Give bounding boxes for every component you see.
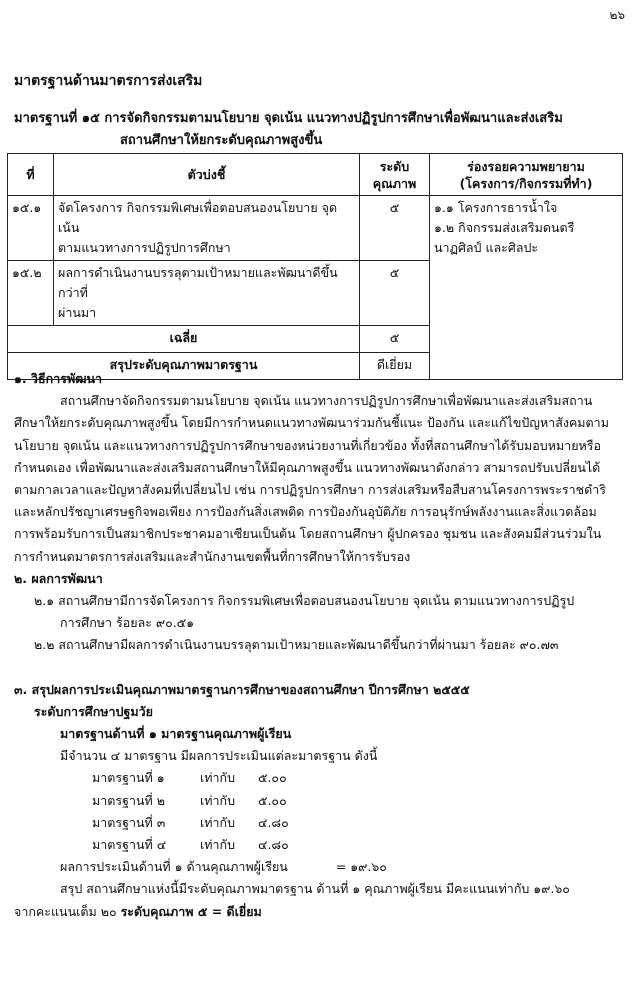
row-no: ๑๕.๑ — [8, 196, 54, 261]
page-number: ๒๖ — [609, 8, 625, 22]
standard-label: มาตรฐานที่ ๓ — [92, 814, 166, 830]
section1-heading: ๑. วิธีการพัฒนา — [14, 371, 103, 386]
table-header-row — [8, 154, 623, 196]
indicator-table — [7, 153, 623, 380]
evidence-cell — [430, 196, 623, 380]
conclusion-plain: จากคะแนนเต็ม ๒๐ — [14, 903, 117, 919]
standard-label: มาตรฐานที่ ๑ — [92, 770, 165, 786]
row-level: ๕ — [360, 196, 430, 261]
standard-title — [14, 108, 626, 152]
section1-line: การกำหนดมาตรการส่งเสริมและสำนักงานเขตพื้นที่การศึกษาให้การรับรอง — [14, 548, 411, 564]
section1-line: ศึกษาให้ยกระดับคุณภาพสูงขึ้น โดยมีการกำหนดแนวทางพัฒนาร่วมกันชี้แนะ ป้องกัน และแก้ไขปัญหาสังคมตาม — [14, 415, 609, 431]
area1-result — [14, 856, 626, 878]
section3-subheading: ระดับการศึกษาปฐมวัย — [34, 703, 153, 719]
section1-line: การพร้อมรับการเป็นสมาชิกประชาคมอาเซียนเป็นต้น โดยสถานศึกษา ผู้ปกครอง ชุมชน และสังคมมีส่วนร่วมใน — [14, 526, 602, 542]
average-value: ๕ — [360, 326, 430, 353]
section3-heading: ๓. สรุปผลการประเมินคุณภาพมาตรฐานการศึกษาของสถานศึกษา ปีการศึกษา ๒๕๕๕ — [14, 681, 470, 697]
average-label: เฉลี่ย — [8, 326, 360, 353]
area1-result-value: = ๑๙.๖๐ — [335, 859, 387, 875]
row-indicator-line2: ผ่านมา — [58, 305, 97, 320]
standard-score: ๕.๐๐ — [258, 770, 287, 786]
summary-value: ดีเยี่ยม — [360, 353, 430, 380]
area1-heading: มาตรฐานด้านที่ ๑ มาตรฐานคุณภาพผู้เรียน — [60, 726, 292, 742]
summary-label: สรุประดับคุณภาพมาตรฐาน — [8, 353, 360, 380]
section1-line: และหลักปรัชญาเศรษฐกิจพอเพียง การป้องกันสิ่งเสพติด การป้องกันอุบัติภัย การอนุรักษ์พลังงานและสิ่งแวดล้อม — [14, 504, 597, 520]
evidence-item-2-cont: นาฏศิลป์ และศิลปะ — [434, 240, 539, 255]
section1-line: ตามกาลเวลาและปัญหาสังคมที่เปลี่ยนไป เช่น การปฏิรูปการศึกษา การส่งเสริมหรือสืบสานโครงการพระราชดำริ — [14, 482, 606, 498]
equals-word: เท่ากับ — [200, 837, 236, 853]
equals-word: เท่ากับ — [200, 792, 236, 808]
section2-item1-cont: การศึกษา ร้อยละ ๙๐.๕๑ — [60, 615, 195, 631]
standard-score: ๔.๘๐ — [258, 814, 289, 830]
header-level-line1: ระดับ — [379, 158, 410, 174]
evidence-item-2: ๑.๒ กิจกรรมส่งเสริมดนตรี — [434, 220, 575, 235]
row-level: ๕ — [360, 261, 430, 326]
standard-score-row — [14, 812, 626, 834]
report-body — [14, 368, 626, 923]
section1-line: นโยบาย จุดเน้น และแนวทางการปฏิรูปการศึกษาของหน่วยงานที่เกี่ยวข้อง ทั้งที่สถานศึกษาได้รับมอบหมายหรือ — [14, 437, 601, 453]
equals-word: เท่ากับ — [200, 814, 236, 830]
row-indicator-line1: ผลการดำเนินงานบรรลุตามเป้าหมายและพัฒนาดีขึ้นกว่าที่ — [58, 265, 338, 300]
standard-score-row — [14, 834, 626, 856]
standard-score: ๔.๘๐ — [258, 837, 289, 853]
standard-score-row — [14, 790, 626, 812]
standard-label: มาตรฐานที่ ๒ — [92, 792, 166, 808]
row-indicator-line1: จัดโครงการ กิจกรรมพิเศษเพื่อตอบสนองนโยบาย จุดเน้น — [58, 200, 338, 235]
conclusion-line2 — [14, 901, 626, 923]
section1-line: กำหนดเอง เพื่อพัฒนาและส่งเสริมสถานศึกษาให้มีคุณภาพสูงขึ้น แนวทางพัฒนาดังกล่าว สามารถปรับเปลี่ยนได้ — [14, 459, 601, 475]
header-level — [360, 154, 430, 196]
section2-heading: ๒. ผลการพัฒนา — [14, 570, 103, 586]
section1-line: สถานศึกษาจัดกิจกรรมตามนโยบาย จุดเน้น แนวทางการปฏิรูปการศึกษาเพื่อพัฒนาและส่งเสริมสถาน — [60, 393, 593, 409]
standard-label: มาตรฐานที่ ๔ — [92, 837, 167, 853]
section-heading: มาตรฐานด้านมาตรการส่งเสริม — [14, 73, 203, 89]
standard-score-row — [14, 767, 626, 789]
section2-item2: ๒.๒ สถานศึกษามีผลการดำเนินงานบรรลุตามเป้าหมายและพัฒนาดีขึ้นกว่าที่ผ่านมา ร้อยละ ๙๐.๗๓ — [34, 637, 559, 653]
table-row — [8, 196, 623, 261]
header-level-line2: คุณภาพ — [372, 175, 417, 191]
header-evidence-line1: ร่องรอยความพยายาม — [467, 158, 585, 174]
area1-intro: มีจำนวน ๔ มาตรฐาน มีผลการประเมินแต่ละมาตรฐาน ดังนี้ — [60, 748, 378, 764]
header-evidence — [430, 154, 623, 196]
section2-item1: ๒.๑ สถานศึกษามีการจัดโครงการ กิจกรรมพิเศษเพื่อตอบสนองนโยบาย จุดเน้น ตามแนวทางการปฏิรูป — [34, 593, 575, 609]
row-no: ๑๕.๒ — [8, 261, 54, 326]
header-no: ที่ — [8, 154, 54, 196]
standard-title-line1: มาตรฐานที่ ๑๕ การจัดกิจกรรมตามนโยบาย จุดเน้น แนวทางปฏิรูปการศึกษาเพื่อพัฒนาและส่งเสริม — [14, 111, 563, 126]
conclusion-level: ระดับคุณภาพ ๕ = ดีเยี่ยม — [120, 903, 262, 919]
evidence-item-1: ๑.๑ โครงการธารน้ำใจ — [434, 200, 558, 215]
area1-result-label: ผลการประเมินด้านที่ ๑ ด้านคุณภาพผู้เรียน — [60, 859, 288, 875]
header-evidence-line2: (โครงการ/กิจกรรมที่ทำ) — [459, 175, 593, 191]
conclusion-line1: สรุป สถานศึกษาแห่งนี้มีระดับคุณภาพมาตรฐาน ด้านที่ ๑ คุณภาพผู้เรียน มีคะแนนเท่ากับ ๑๙.๖๐ — [60, 881, 570, 897]
standard-title-line2: สถานศึกษาให้ยกระดับคุณภาพสูงขึ้น — [120, 133, 323, 148]
equals-word: เท่ากับ — [200, 770, 236, 786]
row-indicator — [54, 196, 360, 261]
header-indicator: ตัวบ่งชี้ — [54, 154, 360, 196]
standard-score: ๕.๐๐ — [258, 792, 287, 808]
row-indicator-line2: ตามแนวทางการปฏิรูปการศึกษา — [58, 240, 231, 255]
row-indicator — [54, 261, 360, 326]
